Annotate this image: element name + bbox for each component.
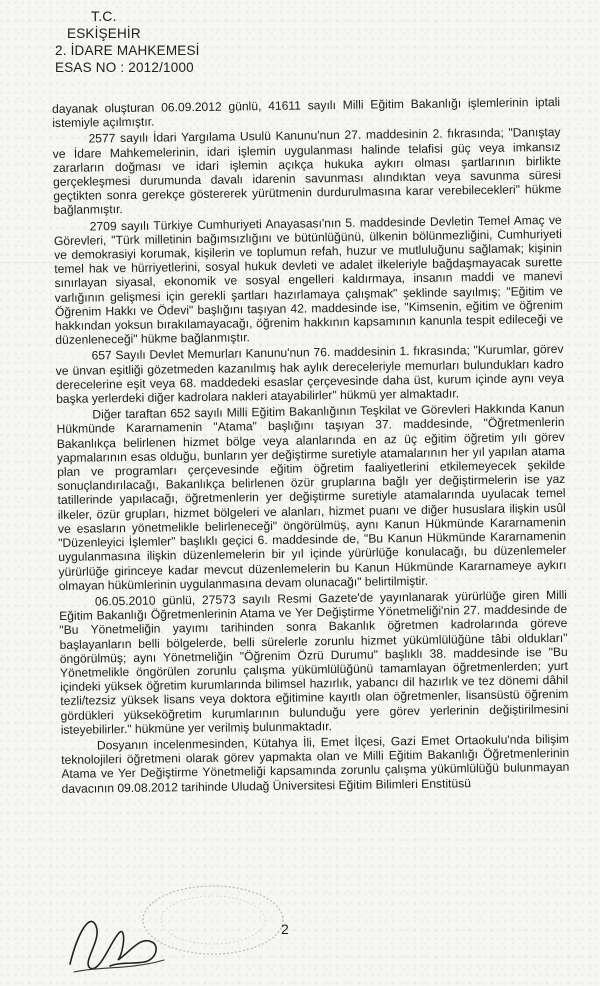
paragraph: 2577 sayılı İdari Yargılama Usulü Kanunu'nun 27. maddesinin 2. fıkrasında; "Danıştay ve İdare Mahkemelerinin, idari işlemin uygulanması halinde telafisi güç veya imkansız zararların doğması ve idari işlemin açıkça hukuka aykırı olması şartlarının birlikte gerçekleşmesi durumunda davalı idarenin savunması alındıktan veya savunma süresi geçtikten sonra gerekçe göstererek yürütmenin durdurulmasına karar verebilecekleri" hükme bağlanmıştır. (52, 125, 562, 218)
document-body (52, 95, 570, 796)
paragraph: Dosyanın incelenmesinden, Kütahya İli, Emet İlçesi, Gazi Emet Ortaokulu'nda bilişim teknolojileri öğretmeni olarak görev yapmakta olan ve Milli Eğitim Bakanlığı Öğretmenlerinin Atama ve Yer Değiştirme Yönetmeliği kapsamında zorunlu çalışma yükümlülüğü bulunmayan davacının 09.08.2012 tarihinde Uludağ Üniversitesi Eğitim Bilimleri Enstitüsü (61, 731, 570, 796)
paragraph: 657 Sayılı Devlet Memurları Kanunu'nun 76. maddesinin 1. fıkrasında; "Kurumlar, görev ve ünvan eşitliği gözetmeden kazanılmış hak aylık dereceleriyle memurları bulundukları kadro derecelerine eşit veya 68. maddedeki esaslar çerçevesinde daha üst, kurum içinde aynı veya başka yerlerdeki diğer kadrolara nakleri atayabilirler" hükmü yer almaktadır. (55, 342, 564, 407)
paragraph: Diğer taraftan 652 sayılı Milli Eğitim Bakanlığının Teşkilat ve Görevleri Hakkında Kanun Hükmünde Kararnamenin "Atama" başlığını taşıyan 37. maddesinde, "Öğretmenlerin Bakanlıkça belirlenen hizmet bölge veya alanlarında en az üç eğitim öğretim yılı görev yapmalarının esas olduğu, bunların yer değiştirme suretiyle atamalarının her yıl yapılan atama plan ve programları çerçevesinde eğitim öğretim faaliyetlerini etkilemeyecek şekilde sonuçlandırılacağı, Bakanlıkça belirlenen özür gruplarına bağlı yer değiştirmelerin ise yaz tatillerinde yapılacağı, öğretmenlerin yer değiştirme suretiyle atamalarında uyulacak temel ilkeler, özür grupları, hizmet bölgeleri ve alanları, hizmet puanı ve diğer hususlara ilişkin usûl ve esasların yönetmelikle belirleneceği" öngörülmüş, aynı Kanun Hükmünde Kararnamenin "Düzenleyici İşlemler" başlıklı geçici 6. maddesinde de, "Bu Kanun Hükmünde Kararnamenin uygulanmasına ilişkin düzenlemelerin bir yıl içinde yürürlüğe konulacağı, bu düzenlemeler yürürlüğe girinceye kadar mevcut düzenlemelerin bu Kanun Hükmünde Kararnameye aykırı olmayan hükümlerinin uygulanmasına devam olunacağı" belirtilmiştir. (56, 401, 567, 593)
header-tc: T.C. (91, 8, 117, 24)
court-header (55, 8, 200, 76)
paragraph: dayanak oluşturan 06.09.2012 günlü, 41611 sayılı Milli Eğitim Bakanlığı işlemlerinin iptali istemiyle açılmıştır. (52, 94, 561, 131)
header-city: ESKİŞEHİR (67, 26, 141, 41)
paragraph: 2709 sayılı Türkiye Cumhuriyeti Anayasası'nın 5. maddesinde Devletin Temel Amaç ve Görevleri, "Türk milletinin bağımsızlığını ve bütünlüğünü, ülkenin bölünmezliğini, Cumhuriyeti ve demokrasiyi korumak, kişilerin ve toplumun refah, huzur ve mutluluğunu sağlamak; kişinin temel hak ve hürriyetlerini, sosyal hukuk devleti ve adalet ilkeleriyle bağdaşmayacak surette sınırlayan siyasal, ekonomik ve sosyal engelleri kaldırmaya, insanın maddi ve manevi varlığının gelişmesi için gerekli şartları hazırlamaya çalışmak" şeklinde sayılmış; "Eğitim ve Öğrenim Hakkı ve Ödevi" başlığını taşıyan 42. maddesinde ise, "Kimsenin, eğitim ve öğrenim hakkından yoksun bırakılamayacağı, öğrenim hakkının kapsamının kanunla tespit edileceği ve düzenleneceği" hükme bağlanmıştır. (53, 212, 564, 348)
paragraph: 06.05.2010 günlü, 27573 sayılı Resmi Gazete'de yayınlanarak yürürlüğe giren Milli Eğitim Bakanlığı Öğretmenlerinin Atama ve Yer Değiştirme Yönetmeliği'nin 27. maddesinde de "Bu Yönetmeliğin yayımı tarihinden sonra Bakanlık öğretmen kadrolarında göreve başlayanların belli bölgelerde, belli sürelerle zorunlu hizmet yükümlülüğüne tâbi oldukları" öngörülmüş; aynı Yönetmeliğin "Öğrenim Özrü Durumu" başlıklı 38. maddesinde ise "Bu Yönetmelikle öngörülen zorunlu çalışma yükümlülüğünü tamamlayan öğretmenlerden; yurt içindeki yüksek öğretim kurumlarında bilimsel hazırlık, yabancı dil hazırlık ve tez dönemi dâhil tezli/tezsiz yüksek lisans veya doktora eğitimine kayıtlı olan öğretmenler, lisansüstü öğrenim gördükleri yükseköğretim kurumlarının bulunduğu yere görev yerlerinin değiştirilmesini isteyebilirler." hükmüne yer verilmiş bulunmaktadır. (59, 587, 569, 737)
header-court: 2. İDARE MAHKEMESİ (55, 43, 200, 58)
header-case-number: ESAS NO : 2012/1000 (55, 60, 194, 75)
page-number: 2 (281, 921, 289, 937)
handwritten-signature (60, 902, 170, 982)
